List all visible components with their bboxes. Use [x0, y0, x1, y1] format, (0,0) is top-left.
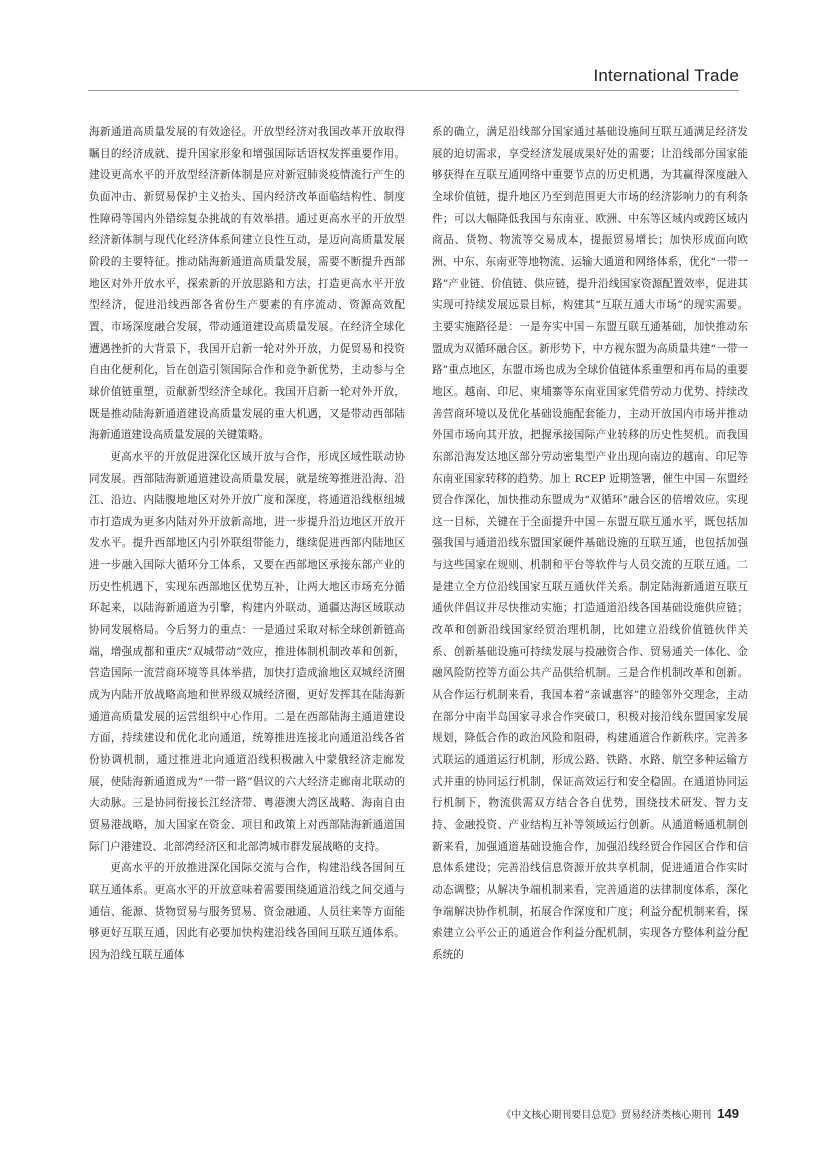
journal-name: 《中文核心期刊要目总览》贸易经济类核心期刊 [501, 1110, 712, 1121]
paragraph: 更高水平的开放推进深化国际交流与合作，构建沿线各国间互联互通体系。更高水平的开放意味着需要围绕通道沿线之间交通与通信、能源、货物贸易与服务贸易、资金融通、人员往来等方面能够更好互联互通，因此有必要加快构建沿线各国间互联互通体系。因为沿线互联互通体 [89, 862, 405, 961]
right-column [432, 122, 748, 967]
paragraph: 系的确立，满足沿线部分国家通过基础设施间互联互通满足经济发展的迫切需求，享受经济发展成果好处的需要；让沿线部分国家能够获得在互联互通网络中重要节点的历史机遇，为其赢得深度融入全球价值链，提升地区乃至到范围更大市场的经济影响力的有利条件；可以大幅降低我国与东南亚、欧洲、中东等区域内或跨区域内商品、货物、物流等交易成本，提振贸易增长；加快形成面向欧洲、中东、东南亚等地物流、运输大通道和网络体系，优化“一带一路”产业链、价值链、供应链，提升沿线国家资源配置效率，促进其实现可持续发展远景目标，构建其“互联互通大市场”的现实需要。主要实施路径是：一是夯实中国－东盟互联互通基础，加快推动东盟成为双循环融合区。新形势下，中方视东盟为高质量共建“一带一路”重点地区，东盟市场也成为全球价值链体系重塑和再布局的重要地区。越南、印尼、柬埔寨等东南亚国家凭借劳动力优势、持续改善营商环境以及优化基础设施配套能力，主动开放国内市场并推动外国市场向其开放，把握承接国际产业转移的历史性契机。而我国东部沿海发达地区部分劳动密集型产业出现向南边的越南、印尼等东南亚国家转移的趋势。加上 RCEP 近期签署，催生中国－东盟经贸合作深化，加快推动东盟成为“双循环”融合区的倍增效应。实现这一目标，关键在于全面提升中国－东盟互联互通水平，既包括加强我国与通道沿线东盟国家硬件基础设施的互联互通，也包括加强与这些国家在规则、机制和平台等软件与人员交流的互联互通。二是建立全方位沿线国家互联互通伙伴关系。制定陆海新通道互联互通伙伴倡议并尽快推动实施；打造通道沿线各国基础设施供应链；改革和创新沿线国家经贸治理机制，比如建立沿线价值链伙伴关系、创新基础设施可持续发展与投融资合作、贸易通关一体化、金融风险防控等方面公共产品供给机制。三是合作机制改革和创新。从合作运行机制来看，我国本着“亲诚惠容”的睦邻外交理念，主动在部分中南半岛国家寻求合作突破口，积极对接沿线东盟国家发展规划，降低合作的政治风险和阻碍，构建通道合作新秩序。完善多式联运的通道运行机制，形成公路、铁路、水路、航空多种运输方式并重的协同运行机制，保证高效运行和安全稳固。在通道协同运行机制下，物流供需双方结合各自优势，围绕技术研发、智力支持、金融投资、产业结构互补等领域运行创新。从通道畅通机制创新来看，加强通道基础设施合作，加强沿线经贸合作园区合作和信息体系建设；完善沿线信息资源开放共享机制，促进通道合作实时动态调整；从解决争端机制来看，完善通道的法律制度体系，深化争端解决协作机制，拓展合作深度和广度；利益分配机制来看，探索建立公平公正的通道合作利益分配机制，实现各方整体利益分配系统的 [432, 126, 748, 961]
left-column [89, 122, 405, 967]
header-divider [88, 90, 739, 91]
paragraph: 更高水平的开放促进深化区域开放与合作，形成区域性联动协同发展。西部陆海新通道建设高质量发展，就是统筹推进沿海、沿江、沿边、内陆腹地地区对外开放广度和深度，将通道沿线枢纽城市打造成为更多内陆对外开放新高地，进一步提升沿边地区开放开发水平。提升西部地区内引外联组带能力，继续促进西部内陆地区进一步融入国际大循环分工体系，又要在西部地区承接东部产业的历史性机遇下，实现东西部地区优势互补，让两大地区市场充分循环起来，以陆海新通道为引擎，构建内外联动、通疆达海区域联动协同发展格局。今后努力的重点：一是通过采取对标全球创新链高端，增强成都和重庆“双城带动”效应，推进体制机制改革和创新，营造国际一流营商环境等具体举措，加快打造成渝地区双城经济圈成为内陆开放战略高地和世界级双城经济圈，更好发挥其在陆海新通道高质量发展的运营组织中心作用。二是在西部陆海主通道建设方面，持续建设和优化北向通道，统筹推进连接北向通道沿线各省份协调机制，通过推进北向通道沿线积极融入中蒙俄经济走廊发展，使陆海新通道成为“一带一路”倡议的六大经济走廊南北联动的大动脉。三是协同衔接长江经济带、粤港澳大湾区战略、海南自由贸易港战略，加大国家在资金、项目和政策上对西部陆海新通道国际门户港建设、北部湾经济区和北部湾城市群发展战略的支持。 [89, 450, 405, 853]
section-title: International Trade [593, 66, 739, 85]
page-footer [501, 1106, 739, 1121]
paragraph: 海新通道高质量发展的有效途径。开放型经济对我国改革开放取得瞩目的经济成就、提升国家形象和增强国际话语权发挥重要作用。建设更高水平的开放型经济新体制是应对新冠肺炎疫情流行产生的负面冲击、新贸易保护主义抬头、国内经济改革面临结构性、制度性障碍等国内外错综复杂挑战的有效举措。通过更高水平的开放型经济新体制与现代化经济体系间建立良性互动，是迈向高质量发展阶段的主要特征。推动陆海新通道高质量发展，需要不断提升西部地区对外开放水平，探索新的开放思路和方法，打造更高水平开放型经济，促进沿线西部各省份生产要素的有序流动、资源高效配置、市场深度融合发展，带动通道建设高质量发展。在经济全球化遭遇挫折的大背景下，我国开启新一轮对外开放，力促贸易和投资自由化便利化，旨在创造引领国际合作和竞争新优势，主动参与全球价值链重塑，贡献新型经济全球化。我国开启新一轮对外开放，既是推动陆海新通道建设高质量发展的重大机遇，又是带动西部陆海新通道建设高质量发展的关键策略。 [89, 126, 405, 442]
page-number: 149 [717, 1106, 739, 1121]
